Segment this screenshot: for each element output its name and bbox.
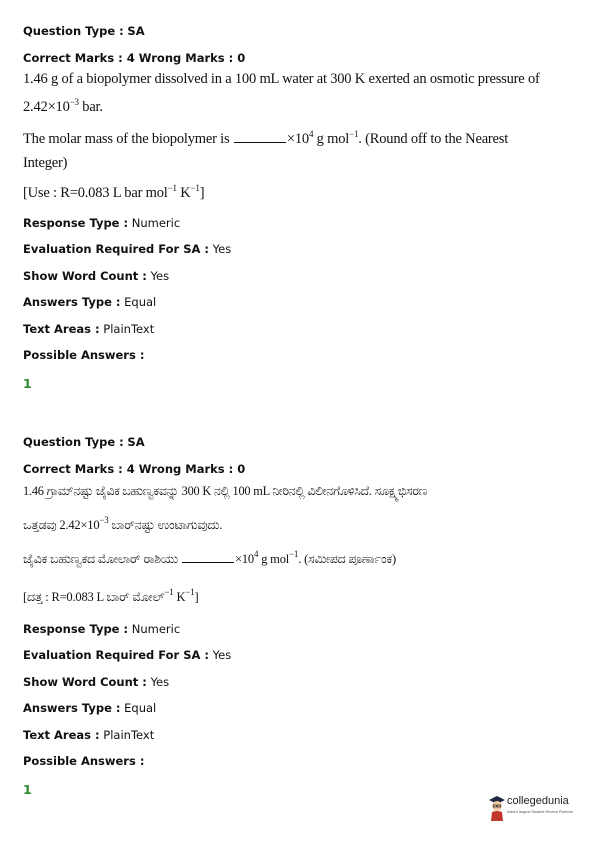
possible-answers-label: Possible Answers : xyxy=(23,754,145,768)
answers-type: Answers Type : Equal xyxy=(23,295,157,309)
response-type: Response Type : Numeric xyxy=(23,216,181,230)
possible-answer-value: 1 xyxy=(23,376,32,391)
question-text-line-1: 1.46 g of a biopolymer dissolved in a 100 mL water at 300 K exerted an osmotic pressure of xyxy=(23,71,540,87)
logo-tagline: India's largest Student Review Platform xyxy=(507,810,574,814)
question-type: Question Type : SA xyxy=(23,24,145,38)
text-areas: Text Areas : PlainText xyxy=(23,728,155,742)
possible-answers-label: Possible Answers : xyxy=(23,348,145,362)
question-text-line-3: The molar mass of the biopolymer is $\times 10^4$ g mol$^{-1}$. (Round off to the Nearest xyxy=(23,129,509,147)
question-text-line-5: [Use : R=0.083 L bar mol$^{-1}$ $K^{-1}$] xyxy=(23,183,205,201)
question-text-line-2: ಒತ್ತಡವು $2.42\times 10^{-3}$ ಬಾರ್‌ನಷ್ಟು ಉಂಟಾಗುವುದು. xyxy=(23,515,223,532)
marks-line: Correct Marks : 4 Wrong Marks : 0 xyxy=(23,462,246,476)
collegedunia-logo xyxy=(487,794,583,824)
question-type: Question Type : SA xyxy=(23,435,145,449)
show-word-count: Show Word Count : Yes xyxy=(23,675,170,689)
marks-line: Correct Marks : 4 Wrong Marks : 0 xyxy=(23,51,246,65)
evaluation-required: Evaluation Required For SA : Yes xyxy=(23,242,232,256)
question-text-line-1: 1.46 ಗ್ರಾಮ್‌ನಷ್ಟು ಜೈವಿಕ ಬಹುಣ್ವಕವನ್ನು 300 K ನಲ್ಲಿ 100 mL ನೀರಿನಲ್ಲಿ ವಿಲೀನಗೊಳಿಸಿದೆ. ಸೂಕ್ಷ್ಮಭಿಸರಣ xyxy=(23,484,428,498)
question-text-line-4: [ದತ್ತ : R=0.083 L ಬಾರ್ ಮೋಲ್$^{-1}$ $K^{-1}$] xyxy=(23,587,199,604)
answers-type: Answers Type : Equal xyxy=(23,701,157,715)
show-word-count: Show Word Count : Yes xyxy=(23,269,170,283)
text-areas: Text Areas : PlainText xyxy=(23,322,155,336)
question-text-line-4: Integer) xyxy=(23,155,68,171)
question-text-line-2: $2.42\times 10^{-3}$ bar. xyxy=(23,97,103,115)
answer-blank xyxy=(234,130,286,143)
evaluation-required: Evaluation Required For SA : Yes xyxy=(23,648,232,662)
logo-name: collegedunia xyxy=(507,795,569,807)
response-type: Response Type : Numeric xyxy=(23,622,181,636)
possible-answer-value: 1 xyxy=(23,782,32,797)
question-text-line-3: ಜೈವಿಕ ಬಹುಣ್ವಕದ ಮೋಲಾರ್ ರಾಶಿಯು $\times 10^4$ g mol$^{-1}$. (ಸಮೀಪದ ಪೂರ್ಣಾಂಕ) xyxy=(23,549,396,566)
student-mascot-icon xyxy=(487,794,507,822)
answer-blank xyxy=(182,550,234,563)
